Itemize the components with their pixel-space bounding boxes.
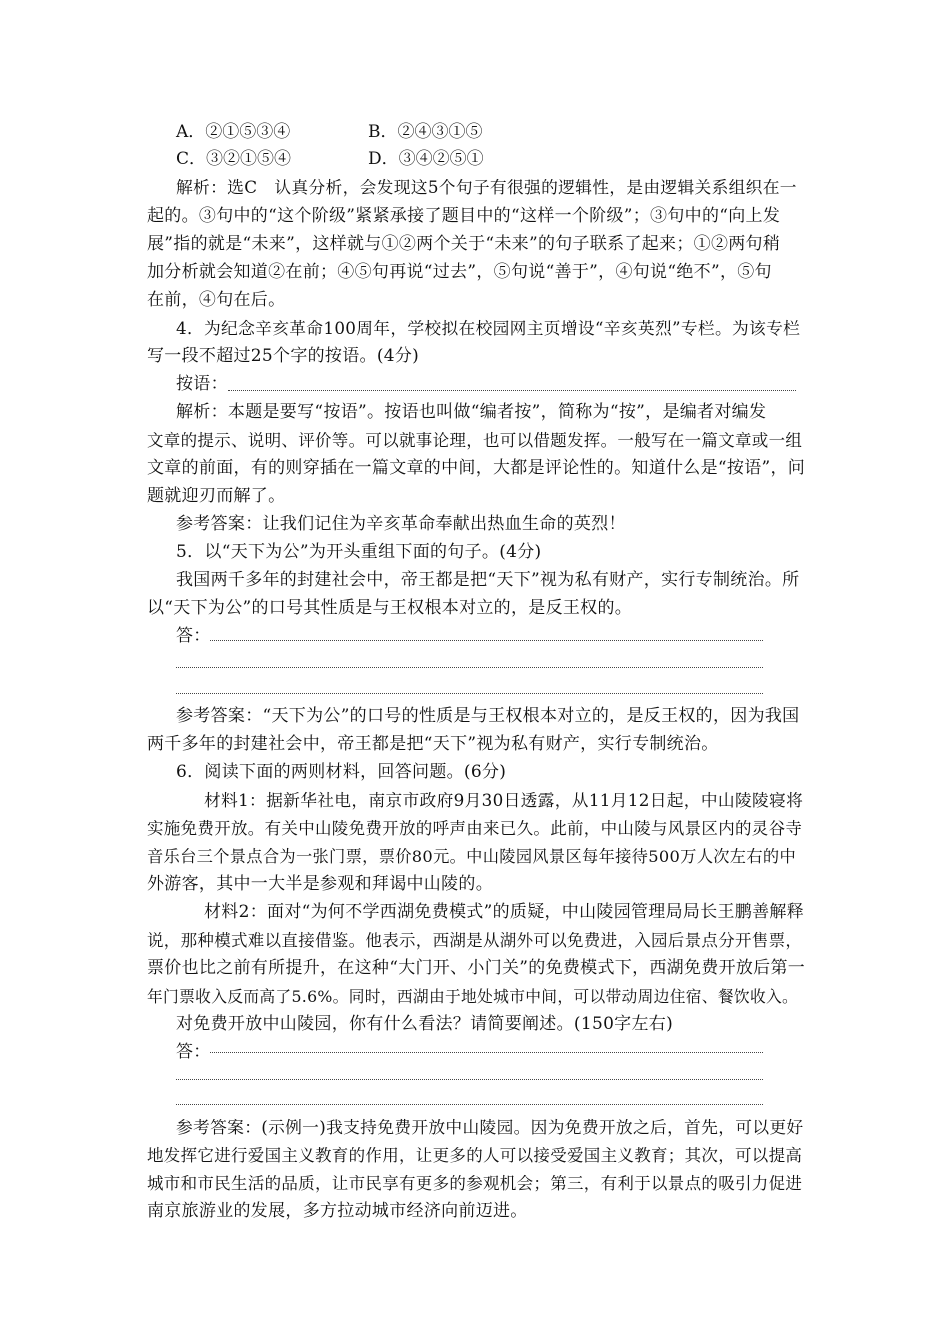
q4-analysis-line: 文章的前面，有的则穿插在一篇文章的中间，大都是评论性的。知道什么是“按语”，问 — [147, 458, 806, 478]
q5-answer-blank[interactable] — [176, 667, 763, 668]
q3-analysis-line: 起的。③句中的“这个阶级”紧紧承接了题目中的“这样一个阶级”；③句中的“向上发 — [147, 206, 781, 226]
q6-answer-label: 答： — [176, 1042, 211, 1062]
q5-material-line: 以“天下为公”的口号其性质是与王权根本对立的，是反王权的。 — [147, 598, 633, 618]
q6-material1-line: 材料1：据新华社电，南京市政府9月30日透露，从11月12日起，中山陵陵寝将 — [204, 790, 804, 810]
q4-reference-answer: 参考答案：让我们记住为辛亥革命奉献出热血生命的英烈！ — [176, 514, 626, 534]
q3-analysis-line: 加分析就会知道②在前；④⑤句再说“过去”，⑤句说“善于”，④句说“绝不”，⑤句 — [147, 262, 772, 282]
q6-prompt: 对免费开放中山陵园，你有什么看法？请简要阐述。(150字左右) — [176, 1014, 674, 1034]
q5-answer-blank[interactable] — [210, 640, 763, 641]
q4-question-line: 4．为纪念辛亥革命100周年，学校拟在校园网主页增设“辛亥英烈”专栏。为该专栏 — [176, 318, 801, 338]
q5-answer-blank[interactable] — [176, 693, 763, 694]
q6-reference-line: 地发挥它进行爱国主义教育的作用，让更多的人可以接受爱国主义教育；其次，可以提高 — [147, 1146, 803, 1165]
q6-reference-line: 南京旅游业的发展，多方拉动城市经济向前迈进。 — [147, 1201, 528, 1221]
q4-analysis-line: 文章的提示、说明、评价等。可以就事论理，也可以借题发挥。一般写在一篇文章或一组 — [147, 431, 803, 450]
q3-analysis-line: 展”指的就是“未来”，这样就与①②两个关于“未来”的句子联系了起来；①②两句稍 — [147, 234, 781, 254]
q5-reference-line: 两千多年的封建社会中，帝王都是把“天下”视为私有财产，实行专制统治。 — [147, 734, 719, 754]
q6-reference-line: 参考答案：(示例一)我支持免费开放中山陵园。因为免费开放之后，首先，可以更好 — [176, 1117, 804, 1137]
option-c: C．③②①⑤④ — [176, 149, 292, 169]
q5-question: 5．以“天下为公”为开头重组下面的句子。(4分) — [176, 542, 542, 562]
q4-question-line: 写一段不超过25个字的按语。(4分) — [147, 346, 420, 366]
q6-reference-line: 城市和市民生活的品质，让市民享有更多的参观机会；第三，有利于以景点的吸引力促进 — [147, 1174, 803, 1193]
option-a: A．②①⑤③④ — [176, 122, 291, 142]
q6-answer-blank[interactable] — [210, 1052, 763, 1053]
q6-material2-line: 年门票收入反而高了5.6%。同时，西湖由于地处城市中间，可以带动周边住宿、餐饮收入。 — [147, 987, 799, 1006]
q5-reference-line: 参考答案：“天下为公”的口号的性质是与王权根本对立的，是反王权的，因为我国 — [176, 706, 800, 726]
q6-answer-blank[interactable] — [176, 1079, 763, 1080]
q5-answer-label: 答： — [176, 626, 211, 646]
q6-material1-line: 实施免费开放。有关中山陵免费开放的呼声由来已久。此前，中山陵与风景区内的灵谷寺 — [147, 819, 803, 838]
q6-material2-line: 说，那种模式难以直接借鉴。他表示，西湖是从湖外可以免费进，入园后景点分开售票， — [147, 931, 803, 950]
q4-analysis-line: 题就迎刃而解了。 — [147, 486, 286, 506]
q3-analysis-line: 解析：选C 认真分析，会发现这5个句子有很强的逻辑性，是由逻辑关系组织在一 — [176, 177, 797, 197]
q6-answer-blank[interactable] — [176, 1104, 763, 1105]
q5-material-line: 我国两千多年的封建社会中，帝王都是把“天下”视为私有财产，实行专制统治。所 — [176, 570, 800, 590]
q4-answer-label: 按语： — [176, 374, 228, 394]
q6-material1-line: 外游客，其中一大半是参观和拜谒中山陵的。 — [147, 874, 493, 894]
q3-analysis-line: 在前，④句在后。 — [147, 290, 286, 310]
q6-material1-line: 音乐台三个景点合为一张门票，票价80元。中山陵园风景区每年接待500万人次左右的中 — [147, 847, 796, 866]
q4-analysis-line: 解析：本题是要写“按语”。按语也叫做“编者按”，简称为“按”，是编者对编发 — [176, 402, 767, 422]
option-d: D．③④②⑤① — [368, 149, 484, 169]
q6-material2-line: 材料2：面对“为何不学西湖免费模式”的质疑，中山陵园管理局局长王鹏善解释 — [204, 902, 804, 922]
option-b: B．②④③①⑤ — [368, 122, 483, 142]
q6-question: 6．阅读下面的两则材料，回答问题。(6分) — [176, 762, 507, 782]
q6-material2-line: 票价也比之前有所提升，在这种“大门开、小门关”的免费模式下，西湖免费开放后第一 — [147, 958, 806, 978]
q4-answer-blank[interactable] — [228, 390, 796, 391]
